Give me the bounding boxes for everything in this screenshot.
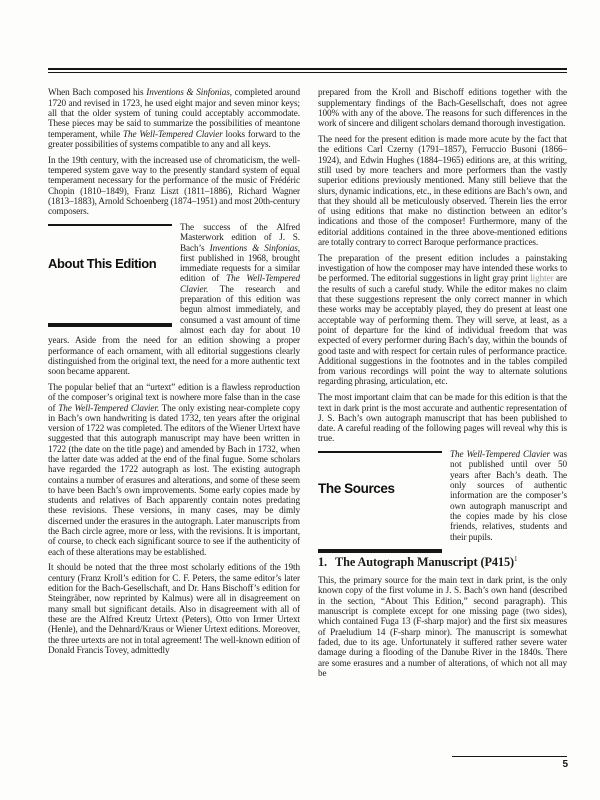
top-double-rule	[48, 68, 567, 73]
section-heading-sources: The Sources	[318, 451, 442, 553]
left-column	[48, 87, 300, 683]
page-content	[48, 68, 567, 684]
paragraph-19th-century: In the 19th century, with the increased use of chromaticism, the well-tempered system gave way to the presently standard system of equal temperament necessary for the performance of the music of Frédéric Chopin (1810–1849), Franz Liszt (1811–1886), Richard Wagner (1813–1883), Arnold Schoenberg (1874–1951) and most 20th-century composers.	[48, 154, 300, 217]
paragraph-inventions: When Bach composed his Inventions & Sinfonias, completed around 1720 and revised in 1723, he used eight major and seven minor keys; all that the older system of tuning could acceptably accommodate. These pieces may be said to summarize the possibilities of meantone temperament, while The Well-Tempered Clavier looks forward to the greater possibilities of systems compatible to any and all keys.	[48, 87, 300, 149]
paragraph-urtext-belief: The popular belief that an “urtext” edition is a flawless reproduction of the composer’s original text is nowhere more false than in the case of The Well-Tempered Clavier. The only existing near-complete copy in Bach’s own handwriting is dated 1732, ten years after the original version of 1722 was completed. The editors of the Wiener Urtext have suggested that this autograph manuscript may have been written in 1722 (the date on the title page) and amended by Bach in 1732, when the latter date was added at the end of the final fugue. Some scholars have regarded the 1722 autograph as lost. The existing autograph contains a number of erasures and alterations, and some of these seem to have been Bach’s own improvements. Some early copies made by students and relatives of Bach apparently contain notes predating these revisions. These versions, in many cases, may be dimly discerned under the erasures in the autograph. Later manuscripts from the Bach circle agree, more or less, with the revisions. It is important, of course, to check each significant source to see if the authenticity of each of these alterations may be established.	[48, 381, 300, 557]
paragraph-autograph-description: This, the primary source for the main text in dark print, is the only known copy of the first volume in J. S. Bach’s own hand (described in the section, “About This Edition,” second paragraph). This manuscript is complete except for one missing page (two sides), which contained Fuga 13 (F-sharp major) and the first six measures of Praeludium 14 (F-sharp minor). The manuscript is somewhat faded, due to its age. Unfortunately it suffered rather severe water damage during a flooding of the Danube River in the 1840s. There are some erasures and a number of alterations, of which not all may be	[318, 575, 567, 678]
section-heading-about: About This Edition	[48, 224, 172, 327]
two-column-layout	[48, 87, 567, 683]
paragraph-wtc-published: The Well-Tempered Clavier was not published until over 50 years after Bach’s death. The only sources of authentic information are the composer’s own autograph manuscript and the copies made by his close friends, relatives, students and their pupils.	[450, 449, 567, 542]
paragraph-three-editions: It should be noted that the three most scholarly editions of the 19th century (Franz Kroll’s edition for C. F. Peters, the same editor’s later edition for the Bach-Gesellschaft, and Dr. Hans Bischoff’s edition for Steingräber, now reprinted by Kalmus) were all in disagreement on many small but significant details. Also in disagreement with all of these are the Alfred Kreutz Urtext (Peters), Otto von Irmer Urtext (Henle), and the Dehnard/Kraus or Wiener Urtext editions. Moreover, the three urtexts are not in total agreement! The well-known edition of Donald Francis Tovey, admittedly	[48, 562, 300, 655]
footnote-reference: 1	[514, 555, 518, 564]
footer-rule	[452, 756, 567, 757]
paragraph-important-claim: The most important claim that can be made for this edition is that the text in dark print is the most accurate and authentic representation of J. S. Bach’s own autograph manuscript that has been published to date. A careful reading of the following pages will reveal why this is true.	[318, 392, 567, 444]
paragraph-kroll-bischoff: prepared from the Kroll and Bischoff editions together with the supplementary findings of the Bach-Gesellschaft, does not agree 100% with any of the above. The reasons for such differences in the work of sincere and diligent scholars demand thorough investigation.	[318, 87, 567, 129]
section-about-this-edition	[48, 222, 300, 376]
page-number: 5	[562, 759, 568, 770]
subsection-title: The Autograph Manuscript (P415)	[335, 555, 515, 570]
paragraph-preparation: The preparation of the present edition includes a painstaking investigation of how the composer may have intended these works to be performed. The editorial suggestions in light gray print lighter are the results of such a careful study. While the editor makes no claim that these suggestions represent the only correct manner in which these works may be acceptably played, they do present at least one acceptable way of performing them. They will serve, at least, as a point of departure for the kind of individual freedom that was expected of every performer during Bach’s day, within the bounds of good taste and with respect for certain rules of performance practice. Additional suggestions in the footnotes and in the tables compiled from various recordings will point the way to alternate solutions regarding phrasing, articulation, etc.	[318, 252, 567, 387]
paragraph-need-present: The need for the present edition is made more acute by the fact that the editions Carl Czerny (1791–1857), Ferruccio Busoni (1866–1924), and Edwin Hughes (1884–1965) editions are, at this writing, still used by more teachers and more performers than the vastly superior editions previously mentioned. Many still believe that the slurs, dynamic indications, etc., in these editions are Bach’s own, and that they should all be meticulously observed. Therein lies the error of using editions that make no distinction between an editor’s indications and those of the composer! Furthermore, many of the editorial additions contained in the three above-mentioned editions are totally contrary to correct Baroque performance practices.	[318, 134, 567, 248]
subsection-heading-autograph-manuscript	[318, 555, 567, 570]
subsection-number: 1.	[318, 555, 328, 570]
right-column	[318, 87, 567, 683]
section-the-sources	[318, 449, 567, 542]
paragraph-alfred-success: The success of the Alfred Masterwork edition of J. S. Bach’s Inventions & Sinfonias, first published in 1968, brought immediate requests for a similar edition of The Well-Tempered Clavier. The research and preparation of this edition was begun almost immediately, and consumed a vast amount of time almost each day for about 10 years. Aside from the need for an edition showing a proper performance of each ornament, with all editorial suggestions clearly distinguished from the original text, the need for a more authentic text soon became apparent.	[48, 221, 300, 377]
